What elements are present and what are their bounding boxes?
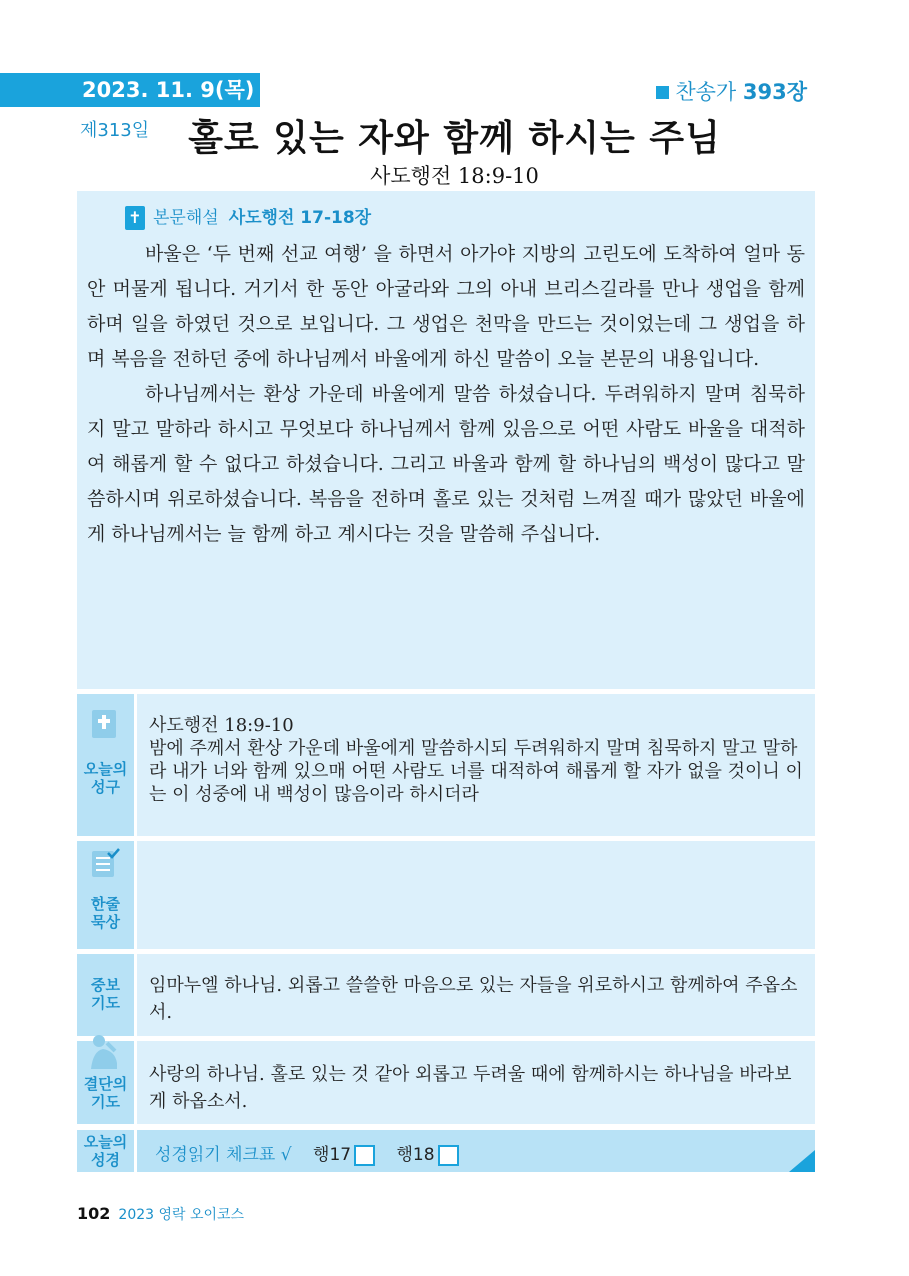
reading-label-panel [77,1130,134,1172]
intercession-label-panel [77,954,134,1036]
verse-label-panel [77,694,134,836]
resolution-label-panel [77,1041,134,1124]
book-title: 2023 영락 오이코스 [118,1207,245,1223]
page-number: 102 [77,1204,111,1223]
meditation-label: 한줄 묵상 [91,895,120,931]
commentary-label: 본문해설 [153,208,219,228]
commentary-reference: 사도행전 17-18장 [228,208,372,228]
commentary-panel [77,191,815,689]
hymn-number: 393장 [742,80,807,104]
corner-fold-icon [789,1150,815,1172]
reading-checkbox[interactable] [438,1145,459,1166]
bible-icon [90,708,120,740]
commentary-body [87,237,805,552]
hymn-label: 찬송가 [675,80,737,104]
meditation-section [77,841,815,949]
intercession-section [77,954,815,1036]
meditation-label-panel [77,841,134,949]
checklist-icon [90,847,120,879]
reading-item: 행17 [313,1145,352,1165]
commentary-paragraph: 하나님께서는 환상 가운데 바울에게 말씀 하셨습니다. 두려워하지 말며 침묵하지 말고 말하라 하시고 무엇보다 하나님께서 함께 있음으로 어떤 사람도 바울을 대적하여 해롭게 할 수 없다고 하셨습니다. 그리고 바울과 함께 할 하나님의 백성이 많다고 말씀하시며 위로하셨습니다. 복음을 전하며 홀로 있는 것처럼 느껴질 때가 많았던 바울에게 하나님께서는 늘 함께 하고 계시다는 것을 말씀해 주십니다. [87,383,805,545]
verse-content [137,694,815,836]
bible-icon: ✝ [125,206,145,230]
reading-label: 오늘의 성경 [83,1133,128,1169]
intercession-content [137,954,815,1036]
hymn-reference [656,76,807,106]
verse-text: 밤에 주께서 환상 가운데 바울에게 말씀하시되 두려워하지 말며 침묵하지 말고 말하라 내가 너와 함께 있으매 어떤 사람도 너를 대적하여 해롭게 할 자가 없을 것이니 이는 이 성중에 내 백성이 많음이라 하시더라 [149,738,803,805]
resolution-section [77,1041,815,1124]
verse-label: 오늘의 성구 [83,760,128,796]
resolution-label: 결단의 기도 [83,1075,128,1111]
intercession-text: 임마누엘 하나님. 외롭고 쓸쓸한 마음으로 있는 자들을 위로하시고 함께하여 주옵소서. [149,975,798,1023]
square-bullet-icon [656,86,669,99]
page-footer [77,1204,244,1224]
commentary-heading [125,203,371,230]
reading-check-row [155,1140,459,1166]
meditation-content[interactable] [137,841,815,949]
scripture-reference: 사도행전 18:9-10 [370,164,539,188]
resolution-text: 사랑의 하나님. 홀로 있는 것 같아 외롭고 두려울 때에 함께하시는 하나님을 바라보게 하옵소서. [149,1064,792,1112]
reading-section [77,1130,815,1172]
praying-person-icon [87,1033,123,1071]
day-count: 제313일 [80,120,150,141]
verse-reference: 사도행전 18:9-10 [149,715,294,736]
verse-section [77,694,815,836]
resolution-content [137,1041,815,1124]
page-title: 홀로 있는 자와 함께 하시는 주님 [188,118,721,159]
commentary-paragraph: 바울은 ‘두 번째 선교 여행’ 을 하면서 아가야 지방의 고린도에 도착하여 얼마 동안 머물게 됩니다. 거기서 한 동안 아굴라와 그의 아내 브리스길라를 만나 생업을 함께 하며 일을 하였던 것으로 보입니다. 그 생업은 천막을 만드는 것이었는데 그 생업을 하며 복음을 전하던 중에 하나님께서 바울에게 하신 말씀이 오늘 본문의 내용입니다. [87,243,805,370]
reading-checkbox[interactable] [354,1145,375,1166]
date-banner: 2023. 11. 9(목) [0,73,260,107]
intercession-label: 중보 기도 [91,976,120,1012]
reading-content [137,1130,815,1172]
reading-item: 행18 [396,1145,435,1165]
reading-check-label: 성경읽기 체크표 √ [155,1145,292,1165]
